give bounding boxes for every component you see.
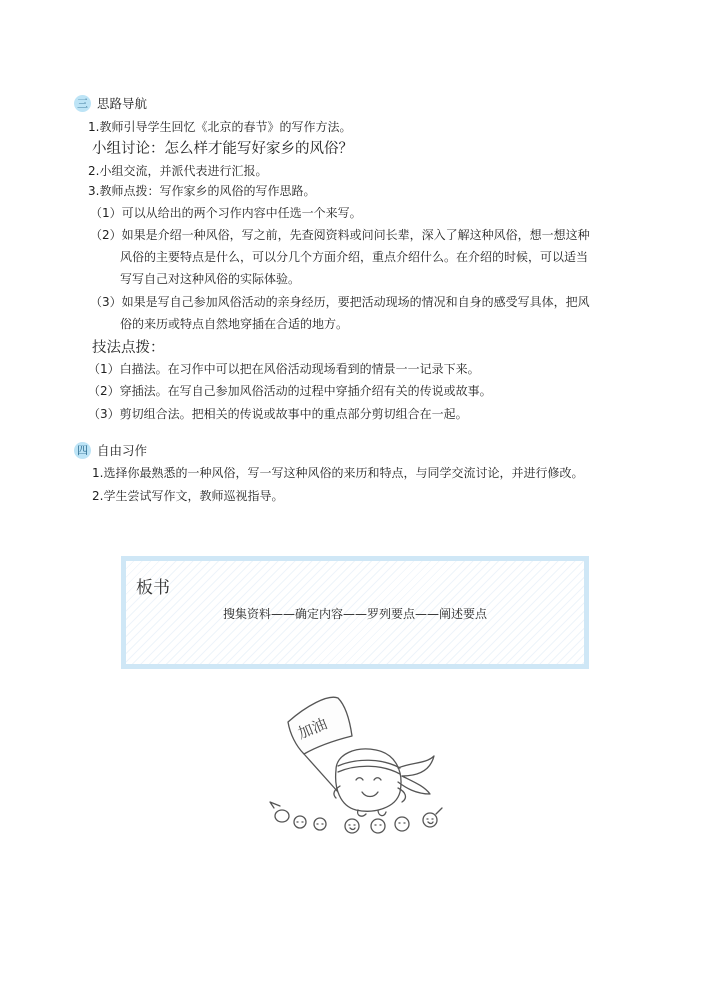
body-line: 1.教师引导学生回忆《北京的春节》的写作方法。 <box>88 120 352 134</box>
section-title: 思路导航 <box>97 96 148 111</box>
board-content: 搜集资料——确定内容——罗列要点——阐述要点 <box>222 607 487 621</box>
discussion-line: 小组讨论：怎么样才能写好家乡的风俗？ <box>92 141 353 157</box>
skill-item: （1）白描法。在习作中可以把在风俗活动现场看到的情景一一记录下来。 <box>88 362 480 376</box>
cheering-mascot-illustration <box>266 688 456 842</box>
section-4-heading <box>74 441 147 459</box>
body-line: 写写自己对这种风俗的实际体验。 <box>120 272 301 286</box>
body-line: 2.小组交流，并派代表进行汇报。 <box>88 164 268 178</box>
section-title: 自由习作 <box>97 443 148 458</box>
flag-text: 加油 <box>295 714 330 743</box>
section-number-badge: 四 <box>74 442 91 459</box>
body-line: 2.学生尝试写作文，教师巡视指导。 <box>92 489 284 503</box>
section-number-badge: 三 <box>74 95 91 112</box>
board-summary-box <box>121 556 589 669</box>
skill-item: （3）剪切组合法。把相关的传说或故事中的重点部分剪切组合在一起。 <box>88 407 468 421</box>
body-line: （3）如果是写自己参加风俗活动的亲身经历，要把活动现场的情况和自身的感受写具体，把风 <box>90 295 590 309</box>
body-line: 风俗的主要特点是什么，可以分几个方面介绍，重点介绍什么。在介绍的时候，可以适当 <box>120 250 589 264</box>
board-label: 板书 <box>136 578 170 598</box>
body-line: 俗的来历或特点自然地穿插在合适的地方。 <box>120 317 349 331</box>
body-line: 3.教师点拨：写作家乡的风俗的写作思路。 <box>88 184 316 198</box>
skill-item: （2）穿插法。在写自己参加风俗活动的过程中穿插介绍有关的传说或故事。 <box>88 384 492 398</box>
section-3-heading <box>74 94 147 112</box>
body-line: 1.选择你最熟悉的一种风俗，写一写这种风俗的来历和特点，与同学交流讨论，并进行修改。 <box>92 466 584 480</box>
body-line: （2）如果是介绍一种风俗，写之前，先查阅资料或问问长辈，深入了解这种风俗，想一想这种 <box>90 228 590 242</box>
body-line: （1）可以从给出的两个习作内容中任选一个来写。 <box>90 206 362 220</box>
mascot-icon <box>266 688 456 838</box>
skills-title: 技法点拨： <box>92 340 165 356</box>
